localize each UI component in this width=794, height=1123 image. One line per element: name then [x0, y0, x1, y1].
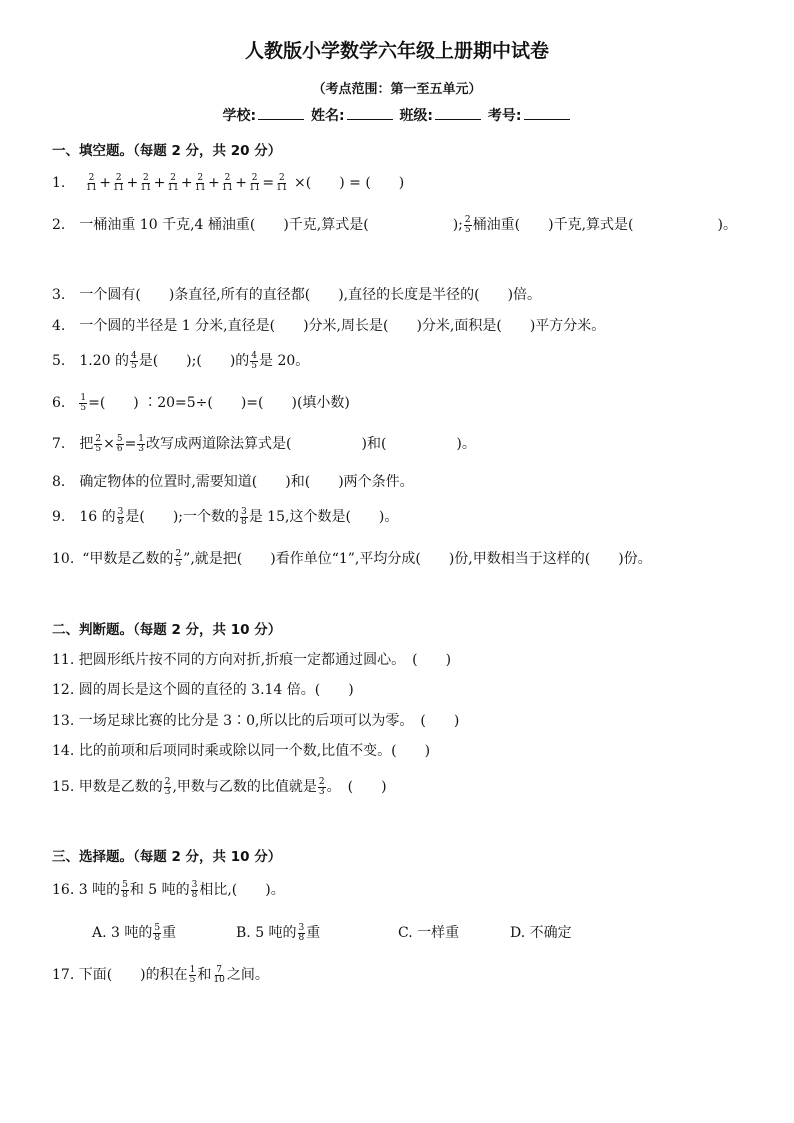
fraction: $\frac{2}{3}$ [318, 776, 325, 797]
fraction: $\frac{2}{11}$ [140, 172, 152, 193]
fraction: $\frac{1}{5}$ [189, 964, 196, 985]
question-1: 1. $\frac{2}{11}$ + $\frac{2}{11}$ + $\frac{2}{11}$ + $\frac{2}{11}$ + $\frac{2}{11}$ + $\frac{2}{11}$ + $\frac{2}{11}$ = $\frac{2}{11}$ ×( ) = ( ) [52, 172, 405, 193]
fraction: $\frac{2}{5}$ [464, 214, 471, 235]
question-5: 5. 1.20 的 $\frac{4}{5}$ 是( );( )的 $\frac{4}{5}$ 是 20。 [52, 350, 310, 371]
fraction: $\frac{2}{11}$ [113, 172, 125, 193]
question-9: 9. 16 的 $\frac{3}{8}$ 是( );一个数的 $\frac{3}{8}$ 是 15,这个数是( )。 [52, 506, 399, 527]
option-a[interactable]: A. 3 吨的 $\frac{5}{8}$ 重 [92, 922, 177, 943]
option-b[interactable]: B. 5 吨的 $\frac{3}{8}$ 重 [236, 922, 321, 943]
name-label: 姓名: [310, 108, 345, 124]
fraction: $\frac{5}{6}$ [116, 433, 123, 454]
section-judgement: 二、判断题。（每题 2 分，共 10 分） [52, 622, 282, 638]
student-info-line [0, 105, 794, 125]
question-14: 14. 比的前项和后项同时乘或除以同一个数,比值不变。( ) [52, 743, 431, 759]
question-7: 7. 把 $\frac{2}{5}$ × $\frac{5}{6}$ = $\frac{1}{3}$ 改写成两道除法算式是( )和( )。 [52, 433, 476, 454]
fraction: $\frac{5}{8}$ [122, 879, 128, 900]
school-label: 学校: [222, 108, 257, 124]
fraction: $\frac{3}{8}$ [117, 506, 124, 527]
question-4: 4. 一个圆的半径是 1 分米,直径是( )分米,周长是( )分米,面积是( )平方分米。 [52, 318, 606, 334]
class-label: 班级: [399, 108, 434, 124]
question-10: 10. “甲数是乙数的 $\frac{2}{5}$ ”,就是把( )看作单位“1”,平均分成( )份,甲数相当于这样的( )份。 [52, 548, 652, 569]
question-8: 8. 确定物体的位置时,需要知道( )和( )两个条件。 [52, 474, 414, 490]
fraction: $\frac{2}{11}$ [167, 172, 179, 193]
question-3: 3. 一个圆有( )条直径,所有的直径都( ),直径的长度是半径的( )倍。 [52, 287, 542, 303]
fraction: $\frac{2}{11}$ [85, 172, 98, 193]
fraction: $\frac{1}{3}$ [138, 433, 145, 454]
option-c[interactable]: C. 一样重 [398, 925, 460, 941]
option-d[interactable]: D. 不确定 [510, 925, 572, 941]
fraction: $\frac{2}{11}$ [276, 172, 288, 193]
fraction: $\frac{2}{11}$ [194, 172, 207, 193]
question-11: 11. 把圆形纸片按不同的方向对折,折痕一定都通过圆心。 ( ) [52, 652, 452, 668]
fraction: $\frac{2}{11}$ [221, 172, 234, 193]
fraction: $\frac{7}{10}$ [213, 964, 225, 985]
question-6: 6. $\frac{1}{5}$ =( ) ∶20=5÷( )=( )(填小数) [52, 392, 350, 413]
question-15: 15. 甲数是乙数的 $\frac{2}{3}$ ,甲数与乙数的比值就是 $\frac{2}{3}$ 。 ( ) [52, 776, 387, 797]
fraction: $\frac{5}{8}$ [154, 922, 161, 943]
number-field[interactable] [524, 107, 570, 120]
name-field[interactable] [347, 107, 393, 120]
section-fill-in: 一、填空题。（每题 2 分，共 20 分） [52, 143, 282, 159]
section-choice: 三、选择题。（每题 2 分，共 10 分） [52, 849, 282, 865]
fraction: $\frac{3}{8}$ [191, 879, 198, 900]
fraction: $\frac{4}{5}$ [251, 350, 258, 371]
fraction-sum: $\frac{2}{11}$ + $\frac{2}{11}$ + $\frac{2}{11}$ + $\frac{2}{11}$ + $\frac{2}{11}$ + $\frac{2}{11}$ + $\frac{2}{11}$ = $\frac{2}{11}$ [85, 172, 288, 193]
question-12: 12. 圆的周长是这个圆的直径的 3.14 倍。( ) [52, 682, 354, 698]
fraction: $\frac{2}{5}$ [175, 548, 182, 569]
school-field[interactable] [258, 107, 304, 120]
fraction: $\frac{3}{8}$ [298, 922, 305, 943]
question-16: 16. 3 吨的 $\frac{5}{8}$ 和 5 吨的 $\frac{3}{8}$ 相比,( )。 [52, 879, 285, 900]
fraction: $\frac{3}{8}$ [241, 506, 247, 527]
class-field[interactable] [435, 107, 481, 120]
question-2: 2. 一桶油重 10 千克,4 桶油重( )千克,算式是( ); $\frac{2}{5}$ 桶油重( )千克,算式是( )。 [52, 214, 737, 235]
fraction: $\frac{2}{3}$ [164, 776, 171, 797]
fraction: $\frac{2}{11}$ [248, 172, 261, 193]
exam-scope: （考点范围：第一至五单元） [312, 82, 482, 97]
fraction: $\frac{2}{5}$ [95, 433, 102, 454]
question-13: 13. 一场足球比赛的比分是 3∶0,所以比的后项可以为零。 ( ) [52, 713, 460, 729]
page-title: 人教版小学数学六年级上册期中试卷 [244, 40, 549, 62]
number-label: 考号: [487, 108, 522, 124]
question-17: 17. 下面( )的积在 $\frac{1}{5}$ 和 $\frac{7}{10}$ 之间。 [52, 964, 269, 985]
fraction: $\frac{1}{5}$ [80, 392, 87, 413]
fraction: $\frac{4}{5}$ [130, 350, 137, 371]
